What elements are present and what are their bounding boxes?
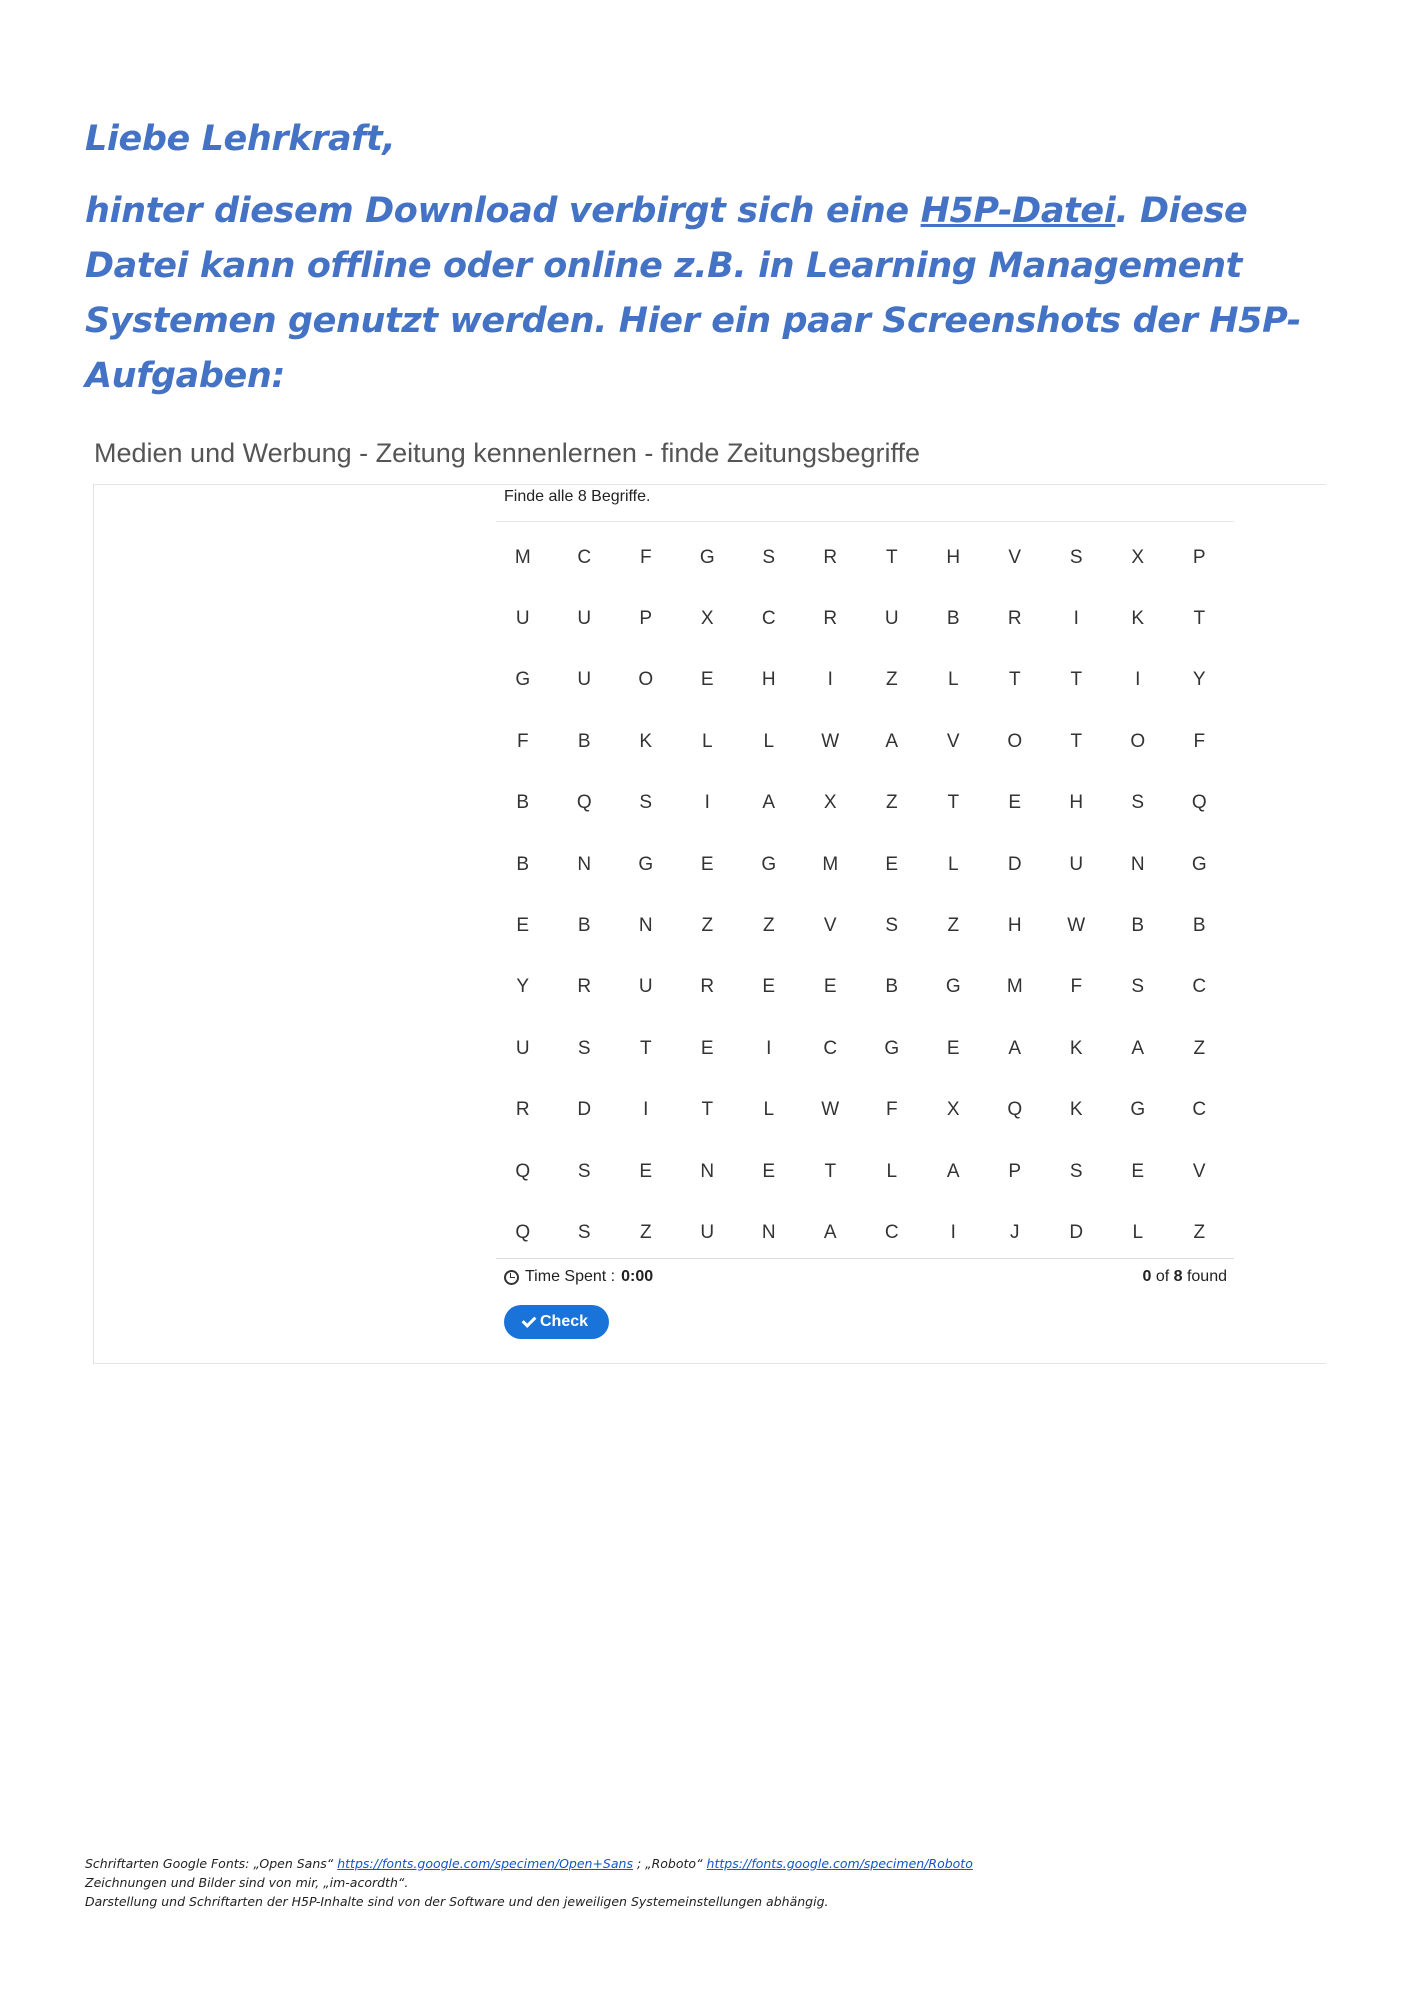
grid-cell[interactable]: N [1130,853,1145,875]
grid-cell[interactable]: B [577,915,591,937]
grid-cell[interactable]: J [1010,1221,1020,1243]
grid-cell[interactable]: U [1069,853,1084,875]
grid-cell[interactable]: Y [1192,669,1206,691]
grid-cell[interactable]: C [1192,1099,1207,1121]
grid-cell[interactable]: O [638,669,654,691]
grid-cell[interactable]: N [761,1221,776,1243]
grid-cell[interactable]: Z [1193,1221,1206,1243]
grid-cell[interactable]: K [1069,1037,1083,1059]
grid-cell[interactable]: S [762,546,776,568]
grid-cell[interactable]: T [947,792,960,814]
grid-cell[interactable]: G [884,1037,900,1059]
grid-cell[interactable]: R [515,1099,530,1121]
grid-cell[interactable]: U [638,976,653,998]
grid-cell[interactable]: Z [885,669,898,691]
time-value: 0:00 [621,1268,654,1285]
grid-cell[interactable]: F [516,730,529,752]
grid-cell[interactable]: Y [516,976,530,998]
grid-cell[interactable]: T [885,546,898,568]
divider [496,521,1234,522]
grid-cell[interactable]: A [1131,1037,1145,1059]
grid-cell[interactable]: E [1008,792,1022,814]
grid-cell[interactable]: G [515,669,531,691]
grid-cell[interactable]: C [577,546,592,568]
checkmark-icon [522,1313,537,1328]
grid-cell[interactable]: P [1008,1160,1022,1182]
grid-cell[interactable]: T [1008,669,1021,691]
grid-cell[interactable]: Q [1007,1099,1023,1121]
grid-cell[interactable]: T [1193,608,1206,630]
grid-cell[interactable]: K [1069,1099,1083,1121]
grid-cell[interactable]: T [824,1160,837,1182]
grid-cell[interactable]: T [1070,730,1083,752]
grid-cell[interactable]: I [643,1099,649,1121]
grid-cell[interactable]: R [700,976,715,998]
found-count: 0 [1142,1268,1152,1285]
grid-cell[interactable]: K [1131,608,1145,630]
grid-cell[interactable]: R [823,608,838,630]
grid-cell[interactable]: Q [515,1221,531,1243]
grid-cell[interactable]: I [766,1037,772,1059]
grid-cell[interactable]: K [639,730,653,752]
grid-cell[interactable]: E [762,976,776,998]
found-of: of [1151,1268,1174,1285]
grid-cell[interactable]: G [699,546,715,568]
grid-cell[interactable]: W [1067,915,1086,937]
grid-cell[interactable]: N [577,853,592,875]
found-total: 8 [1173,1268,1183,1285]
grid-cell[interactable]: M [822,853,839,875]
grid-cell[interactable]: L [763,1099,775,1121]
grid-cell[interactable]: S [639,792,653,814]
grid-cell[interactable]: B [1192,915,1206,937]
grid-cell[interactable]: Q [576,792,592,814]
grid-cell[interactable]: N [638,915,653,937]
grid-cell[interactable]: B [516,792,530,814]
grid-cell[interactable]: L [1132,1221,1144,1243]
screenshot-title: Medien und Werbung - Zeitung kennenlernen - finde Zeitungsbegriffe [94,438,921,468]
grid-cell[interactable]: S [1131,976,1145,998]
grid-cell[interactable]: Z [1193,1037,1206,1059]
grid-cell[interactable]: T [639,1037,652,1059]
grid-cell[interactable]: Z [639,1221,652,1243]
grid-cell[interactable]: V [946,730,960,752]
grid-cell[interactable]: D [577,1099,592,1121]
grid-cell[interactable]: G [945,976,961,998]
grid-cell[interactable]: L [886,1160,898,1182]
divider [496,1258,1234,1259]
intro-text-after-link: . Diese Datei kann offline oder online z.B. in Learning Management Systemen genutzt werden. Hier ein paar Screenshots der H5P-Aufgaben: [85,191,1301,396]
grid-cell[interactable]: A [885,730,899,752]
grid-cell[interactable]: U [884,608,899,630]
grid-cell[interactable]: G [1130,1099,1146,1121]
grid-cell[interactable]: X [823,792,837,814]
grid-cell[interactable]: H [1007,915,1022,937]
grid-cell[interactable]: I [950,1221,956,1243]
intro-text-before-link: hinter diesem Download verbirgt sich eine [85,191,921,231]
grid-cell[interactable]: W [821,1099,840,1121]
roboto-link[interactable]: https://fonts.google.com/specimen/Roboto [706,1856,973,1871]
grid-cell[interactable]: H [1069,792,1084,814]
grid-cell[interactable]: Q [1191,792,1207,814]
grid-cell[interactable]: F [1193,730,1206,752]
footer-notes [85,1854,1335,1911]
grid-cell[interactable]: S [577,1160,591,1182]
grid-cell[interactable]: B [577,730,591,752]
footer-fonts-line [85,1854,1335,1873]
grid-cell[interactable]: Z [701,915,714,937]
grid-cell[interactable]: L [947,853,959,875]
grid-cell[interactable]: Q [515,1160,531,1182]
grid-cell[interactable]: L [701,730,713,752]
grid-cell[interactable]: R [577,976,592,998]
grid-cell[interactable]: T [1070,669,1083,691]
grid-cell[interactable]: E [700,1037,714,1059]
grid-cell[interactable]: A [823,1221,837,1243]
h5p-file-link[interactable]: H5P-Datei [920,191,1116,231]
time-spent [504,1268,653,1286]
grid-cell[interactable]: L [947,669,959,691]
grid-cell[interactable]: S [1131,792,1145,814]
found-counter [1142,1268,1227,1286]
grid-cell[interactable]: U [515,1037,530,1059]
grid-cell[interactable]: S [577,1037,591,1059]
grid-cell[interactable]: S [885,915,899,937]
grid-cell[interactable]: U [700,1221,715,1243]
grid-cell[interactable]: H [761,669,776,691]
footer-fonts-middle: ; „Roboto“ [632,1856,707,1871]
task-instruction: Finde alle 8 Begriffe. [504,488,651,505]
grid-cell[interactable]: S [1069,546,1083,568]
grid-cell[interactable]: G [1191,853,1207,875]
grid-cell[interactable]: I [704,792,710,814]
grid-cell[interactable]: R [823,546,838,568]
grid-cell[interactable]: F [885,1099,898,1121]
grid-cell[interactable]: W [821,730,840,752]
grid-cell[interactable]: U [577,608,592,630]
grid-cell[interactable]: U [515,608,530,630]
grid-cell[interactable]: E [1131,1160,1145,1182]
grid-cell[interactable]: N [700,1160,715,1182]
grid-cell[interactable]: U [577,669,592,691]
grid-cell[interactable]: C [761,608,776,630]
intro-text [85,112,1335,404]
grid-cell[interactable]: E [823,976,837,998]
grid-cell[interactable]: X [946,1099,960,1121]
grid-cell[interactable]: V [823,915,837,937]
grid-cell[interactable]: S [577,1221,591,1243]
grid-cell[interactable]: L [763,730,775,752]
grid-cell[interactable]: B [885,976,899,998]
grid-cell[interactable]: X [700,608,714,630]
found-suffix: found [1182,1268,1227,1285]
footer-disclaimer-line: Darstellung und Schriftarten der H5P-Inhalte sind von der Software und den jeweiligen Systemeinstellungen abhängig. [85,1894,829,1909]
grid-cell[interactable]: A [762,792,776,814]
grid-cell[interactable]: C [823,1037,838,1059]
grid-cell[interactable]: E [946,1037,960,1059]
grid-cell[interactable]: T [701,1099,714,1121]
grid-cell[interactable]: M [1006,976,1023,998]
grid-cell[interactable]: V [1192,1160,1206,1182]
word-search-grid[interactable] [492,527,1230,1264]
grid-cell[interactable]: D [1007,853,1022,875]
check-button-label: Check [539,1313,589,1330]
grid-cell[interactable]: G [761,853,777,875]
grid-cell[interactable]: S [1069,1160,1083,1182]
footer-credits-line: Zeichnungen und Bilder sind von mir, „im-acordth“. [85,1875,409,1890]
grid-cell[interactable]: B [946,608,960,630]
open-sans-link[interactable]: https://fonts.google.com/specimen/Open+Sans [337,1856,633,1871]
grid-cell[interactable]: I [827,669,833,691]
grid-cell[interactable]: B [516,853,530,875]
time-label: Time Spent : [525,1268,616,1285]
grid-cell[interactable]: F [1070,976,1083,998]
footer-fonts-prefix: Schriftarten Google Fonts: „Open Sans“ [85,1856,338,1871]
intro-paragraph [85,184,1335,404]
grid-cell[interactable]: M [514,546,531,568]
grid-cell[interactable]: Z [947,915,960,937]
grid-cell[interactable]: G [638,853,654,875]
grid-cell[interactable]: C [1192,976,1207,998]
grid-cell[interactable]: E [762,1160,776,1182]
grid-cell[interactable]: X [1131,546,1145,568]
grid-cell[interactable]: F [639,546,652,568]
grid-cell[interactable]: I [1073,608,1079,630]
grid-cell[interactable]: A [1008,1037,1022,1059]
grid-cell[interactable]: R [1007,608,1022,630]
grid-cell[interactable]: I [1135,669,1141,691]
grid-cell[interactable]: P [1192,546,1206,568]
grid-cell[interactable]: Z [885,792,898,814]
grid-cell[interactable]: V [1008,546,1022,568]
greeting: Liebe Lehrkraft, [85,119,396,159]
grid-cell[interactable]: Z [762,915,775,937]
check-button[interactable] [504,1305,609,1339]
clock-icon [504,1270,519,1285]
grid-cell[interactable]: E [885,853,899,875]
grid-cell[interactable]: B [1131,915,1145,937]
grid-cell[interactable]: P [639,608,653,630]
grid-cell[interactable]: O [1130,730,1146,752]
grid-cell[interactable]: O [1007,730,1023,752]
grid-cell[interactable]: E [516,915,530,937]
grid-cell[interactable]: E [700,669,714,691]
grid-cell[interactable]: A [946,1160,960,1182]
grid-cell[interactable]: D [1069,1221,1084,1243]
grid-cell[interactable]: C [884,1221,899,1243]
grid-cell[interactable]: H [946,546,961,568]
grid-cell[interactable]: E [700,853,714,875]
grid-cell[interactable]: E [639,1160,653,1182]
